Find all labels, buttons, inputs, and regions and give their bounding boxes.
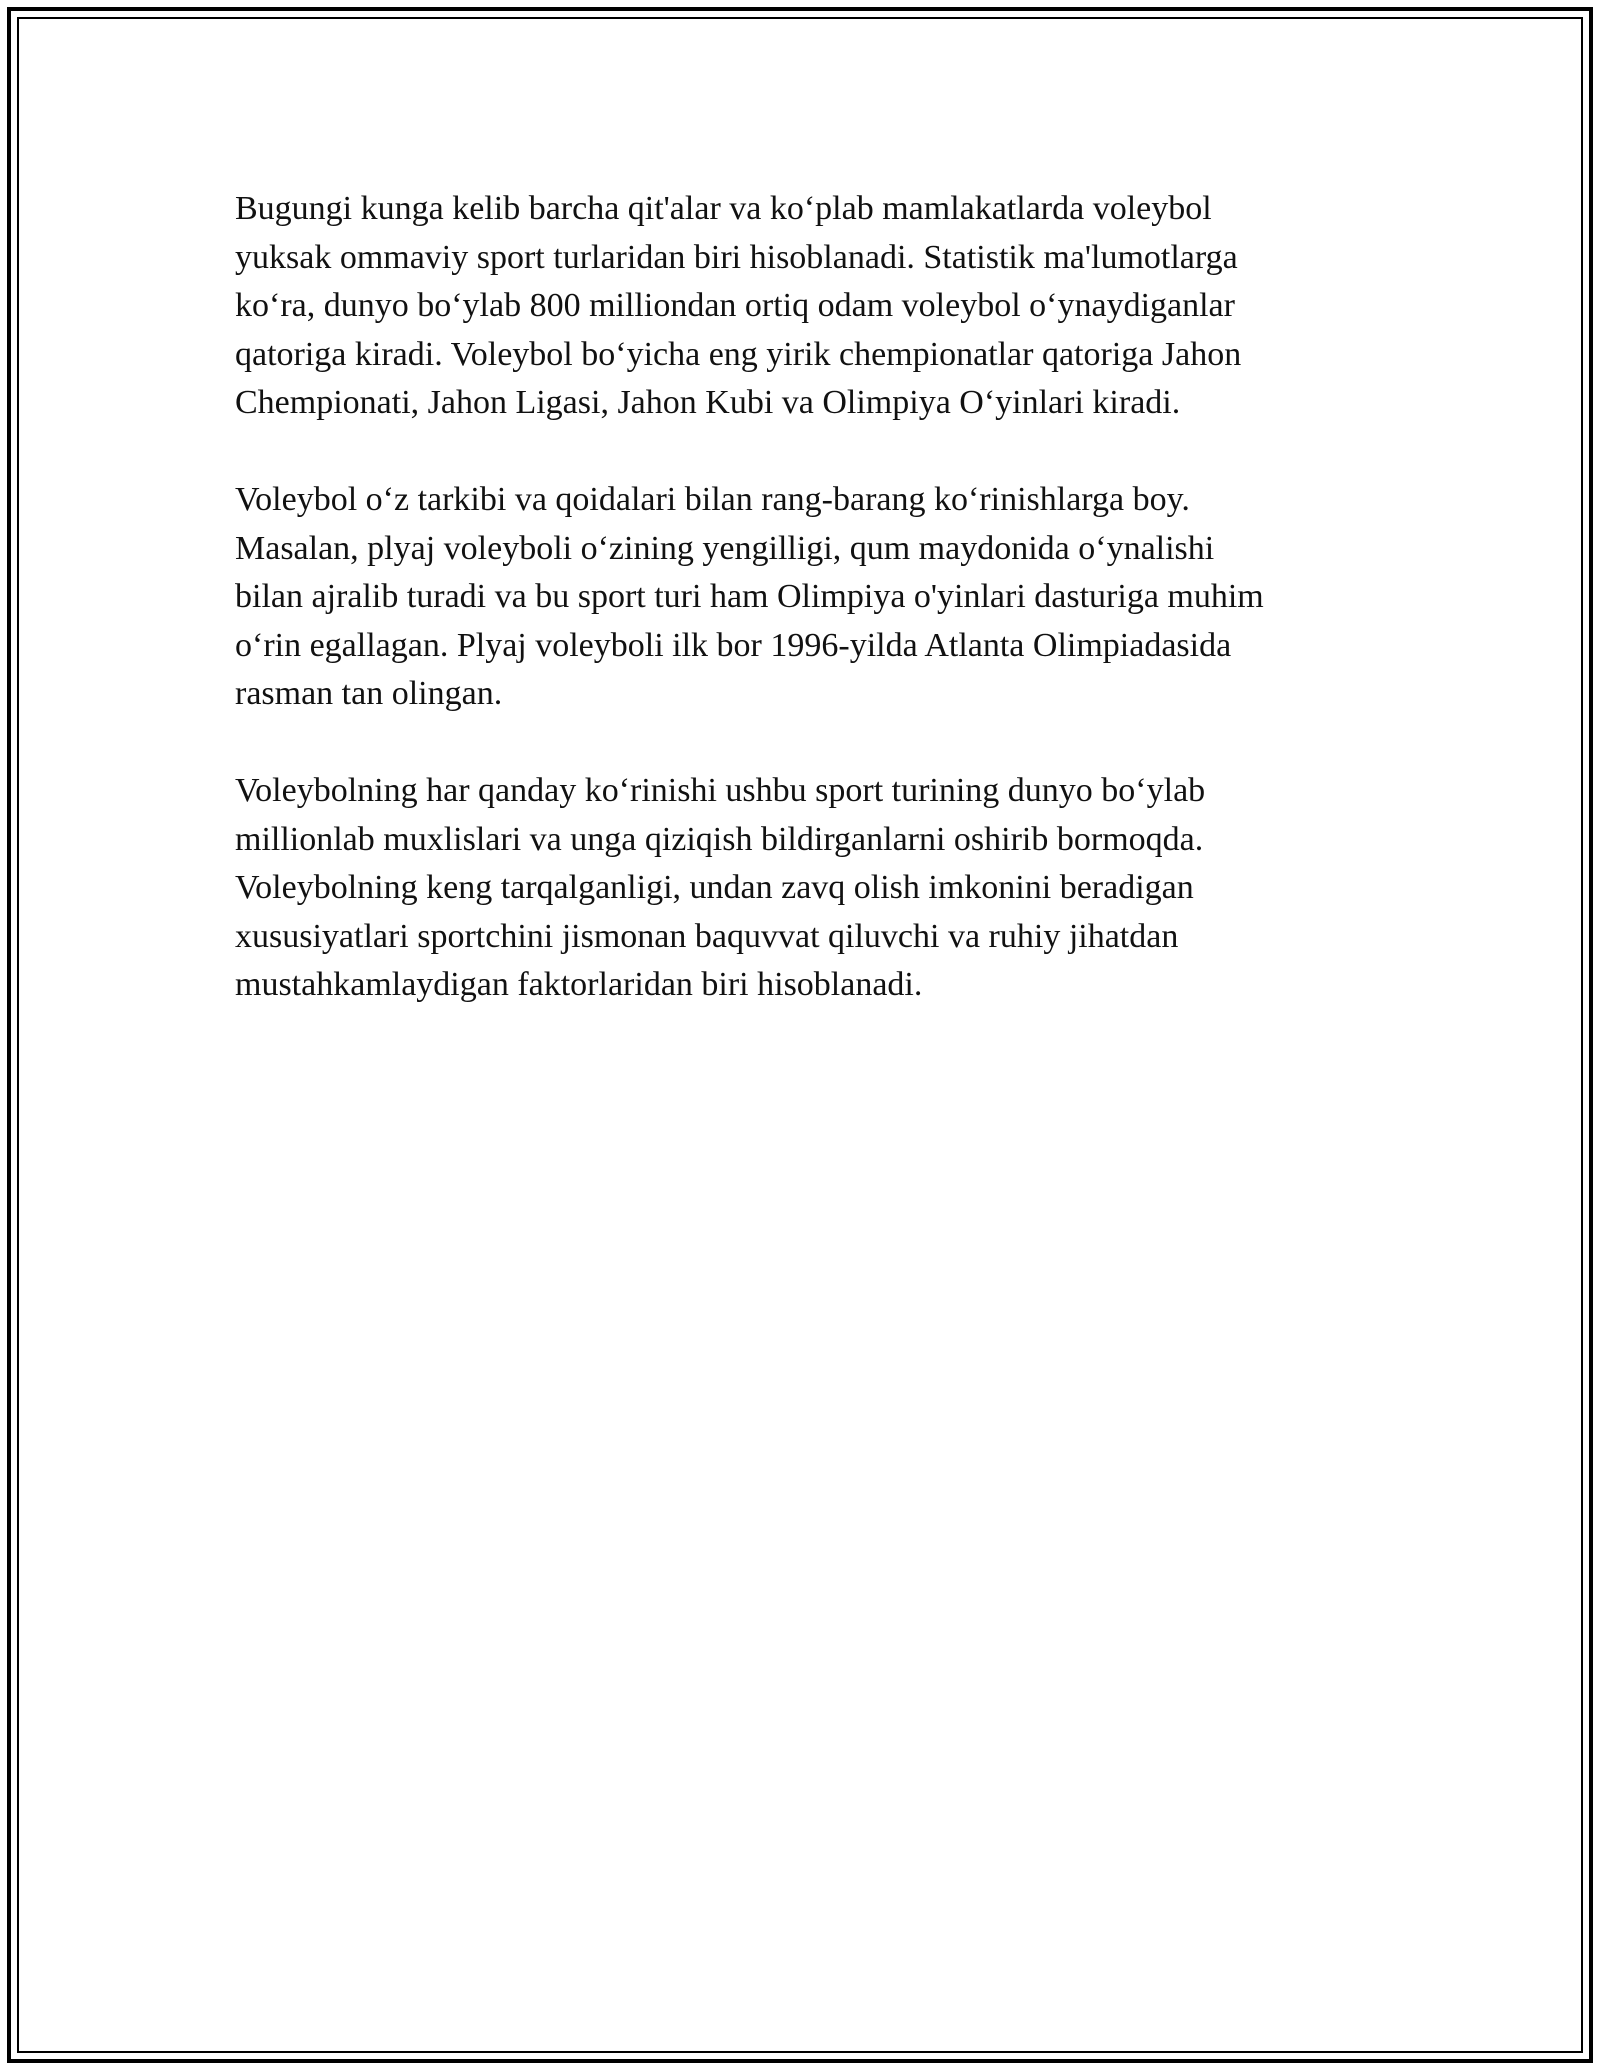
paragraph-3: Voleybolning har qanday ko‘rinishi ushbu sport turining dunyo bo‘ylab millionlab muxlislari va unga qiziqish bildirganlarni oshirib bormoqda. Voleybolning keng tarqalganligi, undan zavq olish imkonini beradigan xususiyatlari sportchini jismonan baquvvat qiluvchi va ruhiy jihatdan mustahkamlaydigan faktorlaridan biri hisoblanadi. xyxy=(235,772,1206,1003)
paragraph-1: Bugungi kunga kelib barcha qit'alar va ko‘plab mamlakatlarda voleybol yuksak ommaviy sport turlaridan biri hisoblanadi. Statistik ma'lumotlarga ko‘ra, dunyo bo‘ylab 800 milliondan ortiq odam voleybol o‘ynaydiganlar qatoriga kiradi. Voleybol bo‘yicha eng yirik chempionatlar qatoriga Jahon Chempionati, Jahon Ligasi, Jahon Kubi va Olimpiya O‘yinlari kiradi. xyxy=(235,190,1242,421)
document-body xyxy=(235,185,1365,1058)
paragraph-2: Voleybol o‘z tarkibi va qoidalari bilan rang-barang ko‘rinishlarga boy. Masalan, plyaj voleyboli o‘zining yengilligi, qum maydonida o‘ynalishi bilan ajralib turadi va bu sport turi ham Olimpiya o'yinlari dasturiga muhim o‘rin egallagan. Plyaj voleyboli ilk bor 1996-yilda Atlanta Olimpiadasida rasman tan olingan. xyxy=(235,481,1264,712)
